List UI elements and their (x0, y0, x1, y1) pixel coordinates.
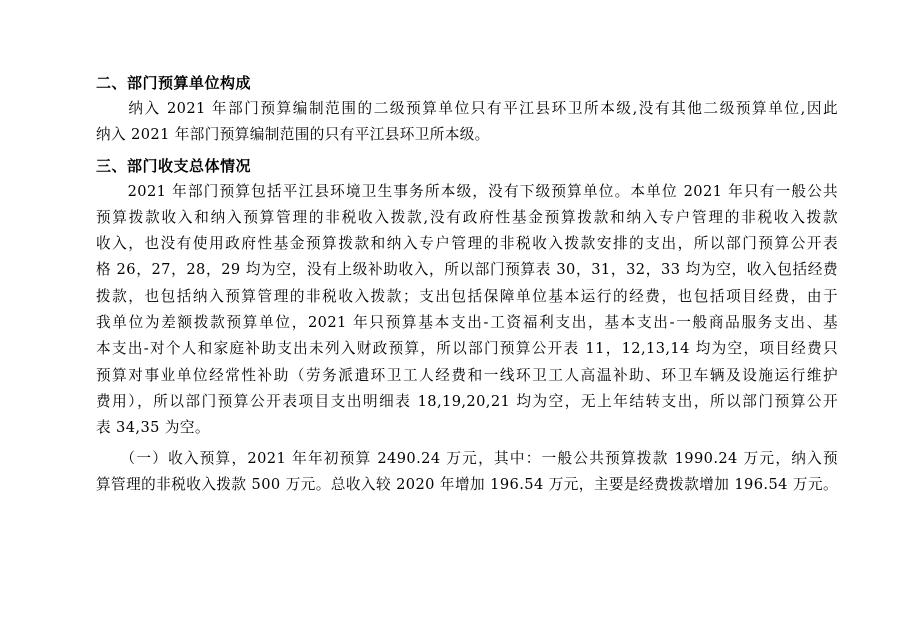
text-line: 费用），所以部门预算公开表项目支出明细表 18,19,20,21 均为空，无上年结转支出，所以部门预算公开 (96, 392, 838, 410)
paragraph-income-expense (96, 179, 838, 442)
text-line: 我单位为差额拨款预算单位，2021 年只预算基本支出-工资福利支出，基本支出-一般商品服务支出、基 (96, 314, 838, 332)
text-line: 纳入 2021 年部门预算编制范围的二级预算单位只有平江县环卫所本级,没有其他二级预算单位,因此 (96, 100, 838, 117)
document-body (96, 70, 838, 498)
section-heading-income-expense: 三、部门收支总体情况 (96, 156, 252, 175)
text-line: 预算拨款收入和纳入预算管理的非税收入拨款,没有政府性基金预算拨款和纳入专户管理的非税收入拨款 (96, 208, 838, 226)
text-line: 纳入 2021 年部门预算编制范围的只有平江县环卫所本级。 (96, 126, 490, 144)
text-line: 2021 年部门预算包括平江县环境卫生事务所本级，没有下级预算单位。本单位 2021 年只有一般公共 (96, 182, 838, 200)
text-line: （一）收入预算，2021 年年初预算 2490.24 万元，其中：一般公共预算拨款 1990.24 万元，纳入预 (96, 449, 838, 467)
paragraph-income-budget (96, 446, 838, 499)
text-line: 算管理的非税收入拨款 500 万元。总收入较 2020 年增加 196.54 万元，主要是经费拨款增加 196.54 万元。 (96, 475, 838, 493)
text-line: 本支出-对个人和家庭补助支出未列入财政预算，所以部门预算公开表 11，12,13,14 均为空，项目经费只 (96, 340, 838, 358)
text-line: 收入，也没有使用政府性基金预算拨款和纳入专户管理的非税收入拨款安排的支出，所以部门预算公开表 (96, 235, 838, 253)
text-line: 拨款，也包括纳入预算管理的非税收入拨款；支出包括保障单位基本运行的经费，也包括项目经费，由于 (96, 287, 838, 305)
paragraph-budget-units (96, 96, 838, 149)
text-line: 预算对事业单位经常性补助（劳务派遣环卫工人经费和一线环卫工人高温补助、环卫车辆及设施运行维护 (96, 366, 838, 384)
section-heading-budget-units: 二、部门预算单位构成 (96, 74, 252, 92)
text-line: 表 34,35 为空。 (96, 419, 210, 437)
text-line: 格 26，27，28，29 均为空，没有上级补助收入，所以部门预算表 30，31，32，33 均为空，收入包括经费 (96, 261, 838, 279)
